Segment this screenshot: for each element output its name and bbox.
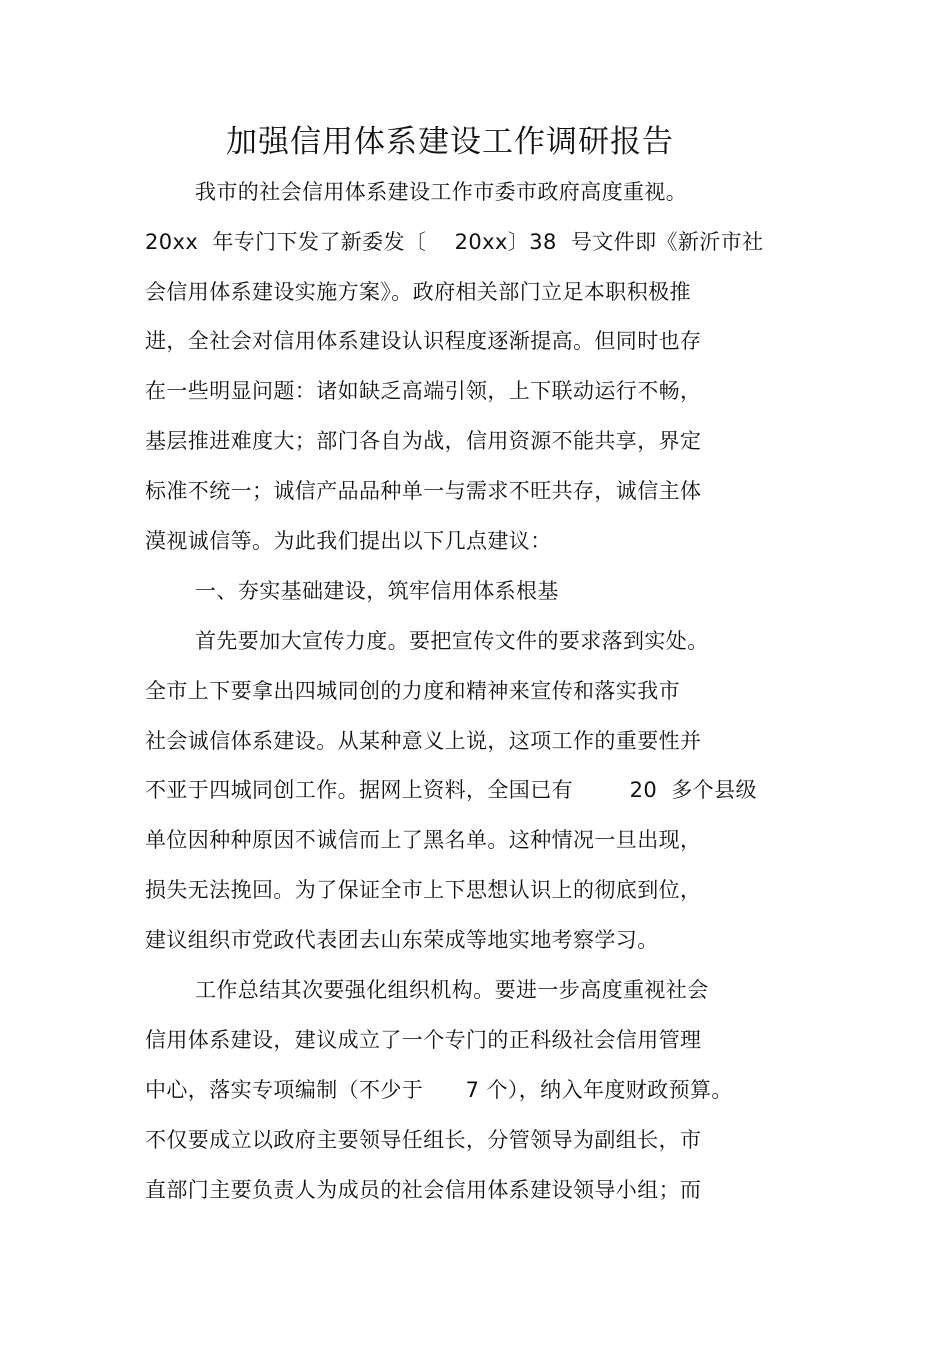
paragraph-line: 会信用体系建设实施方案》。政府相关部门立足本职积极推 (145, 280, 691, 304)
paragraph-line: 信用体系建设，建议成立了一个专门的正科级社会信用管理 (145, 1028, 702, 1052)
paragraph-line: 社会诚信体系建设。从某种意义上说，这项工作的重要性并 (145, 729, 702, 753)
paragraph-line: 首先要加大宣传力度。要把宣传文件的要求落到实处。 (195, 629, 709, 653)
paragraph-line: 中心，落实专项编制（不少于 7 个），纳入年度财政预算。 (145, 1078, 733, 1102)
paragraph-line: 标准不统一；诚信产品品种单一与需求不旺共存，诚信主体 (145, 479, 702, 503)
paragraph-line: 工作总结其次要强化组织机构。要进一步高度重视社会 (195, 978, 709, 1002)
paragraph-line: 不仅要成立以政府主要领导任组长，分管领导为副组长，市 (145, 1128, 702, 1152)
paragraph-line: 进，全社会对信用体系建设认识程度逐渐提高。但同时也存 (145, 329, 702, 353)
paragraph-line: 单位因种种原因不诚信而上了黑名单。这种情况一旦出现， (145, 828, 702, 852)
section-heading: 一、夯实基础建设，筑牢信用体系根基 (195, 579, 559, 603)
paragraph-line: 我市的社会信用体系建设工作市委市政府高度重视。 (195, 180, 688, 204)
paragraph-line: 不亚于四城同创工作。据网上资料，全国已有 20 多个县级 (145, 778, 757, 802)
paragraph-line: 全市上下要拿出四城同创的力度和精神来宣传和落实我市 (145, 679, 680, 703)
paragraph-line: 建议组织市党政代表团去山东荣成等地实地考察学习。 (145, 928, 659, 952)
paragraph-line: 20xx 年专门下发了新委发〔 20xx〕38 号文件即《新沂市社 (145, 230, 764, 254)
paragraph-line: 损失无法挽回。为了保证全市上下思想认识上的彻底到位， (145, 878, 702, 902)
paragraph-line: 基层推进难度大；部门各自为战，信用资源不能共享，界定 (145, 429, 702, 453)
paragraph-line: 直部门主要负责人为成员的社会信用体系建设领导小组；而 (145, 1178, 702, 1202)
paragraph-line: 漠视诚信等。为此我们提出以下几点建议： (145, 529, 552, 553)
document-title: 加强信用体系建设工作调研报告 (226, 124, 674, 160)
paragraph-line: 在一些明显问题：诸如缺乏高端引领，上下联动运行不畅， (145, 379, 702, 403)
